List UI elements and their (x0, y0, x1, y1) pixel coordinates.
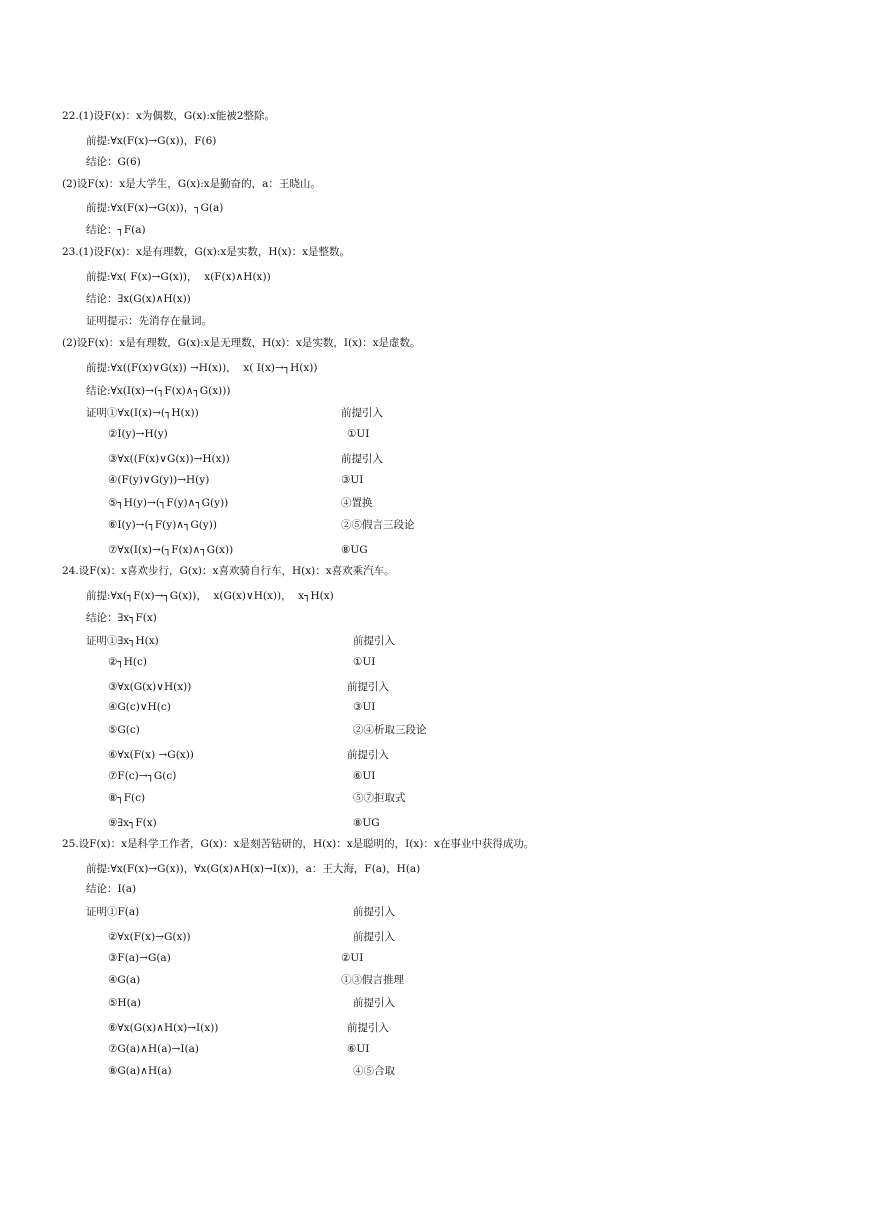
proof-rule: 前提引入 (353, 997, 395, 1009)
conclusion-line: 结论：I(a) (86, 883, 137, 895)
proof-step: ⑦∀x(I(x)→(┐F(x)∧┐G(x)) (108, 544, 234, 556)
proof-rule: 前提引入 (347, 1022, 389, 1034)
proof-rule: 前提引入 (341, 453, 383, 465)
proof-step: ⑦G(a)∧H(a)→I(a) (108, 1043, 199, 1055)
problem-23-2-heading: (2)设F(x)：x是有理数，G(x):x是无理数，H(x)：x是实数，I(x)：x是虚数。 (62, 337, 421, 349)
proof-step: 证明①F(a) (86, 906, 140, 918)
proof-rule: ⑧UG (341, 544, 368, 556)
proof-rule: ③UI (341, 474, 364, 486)
proof-step: ⑥I(y)→(┐F(y)∧┐G(y)) (108, 519, 217, 531)
premise-line: 前提:∀x((F(x)∨G(x)) →H(x))， x( I(x)→┐H(x)) (86, 362, 318, 374)
proof-rule: ①UI (347, 428, 370, 440)
problem-22-2-heading: (2)设F(x)：x是大学生，G(x):x是勤奋的，a：王晓山。 (62, 178, 321, 190)
proof-rule: ①③假言推理 (341, 974, 404, 986)
proof-step: ⑥∀x(G(x)∧H(x)→I(x)) (108, 1022, 219, 1034)
proof-step: ③F(a)→G(a) (108, 952, 171, 964)
proof-rule: 前提引入 (353, 635, 395, 647)
problem-23-heading: 23.(1)设F(x)：x是有理数，G(x):x是实数，H(x)：x是整数。 (62, 246, 351, 258)
conclusion-line: 结论：∃x┐F(x) (86, 612, 157, 624)
proof-step: ⑥∀x(F(x) →G(x)) (108, 749, 194, 761)
problem-25-heading: 25.设F(x)：x是科学工作者，G(x)：x是刻苦钻研的，H(x)：x是聪明的，I(x)：x在事业中获得成功。 (62, 838, 535, 850)
proof-step: ④G(a) (108, 974, 141, 986)
proof-step: ⑧G(a)∧H(a) (108, 1065, 172, 1077)
proof-rule: 前提引入 (341, 407, 383, 419)
proof-step: ②┐H(c) (108, 656, 147, 668)
proof-step: ③∀x((F(x)∨G(x))→H(x)) (108, 453, 230, 465)
proof-step: ⑨∃x┐F(x) (108, 817, 157, 829)
proof-rule: ①UI (353, 656, 376, 668)
proof-rule: ③UI (353, 701, 376, 713)
premise-line: 前提:∀x(F(x)→G(x))，┐G(a) (86, 202, 224, 214)
proof-step: ⑤G(c) (108, 724, 140, 736)
proof-step: ⑤H(a) (108, 997, 142, 1009)
premise-line: 前提:∀x( F(x)→G(x))， x(F(x)∧H(x)) (86, 271, 271, 283)
proof-step: ②∀x(F(x)→G(x)) (108, 931, 191, 943)
proof-rule: ⑥UI (353, 770, 376, 782)
proof-rule: 前提引入 (353, 931, 395, 943)
proof-rule: ②④析取三段论 (353, 724, 427, 736)
proof-step: 证明①∀x(I(x)→(┐H(x)) (86, 407, 199, 419)
proof-rule: 前提引入 (347, 749, 389, 761)
premise-line: 前提:∀x(F(x)→G(x))，∀x(G(x)∧H(x)→I(x))，a：王大海，F(a)，H(a) (86, 863, 421, 875)
proof-step: ②I(y)→H(y) (108, 428, 168, 440)
proof-rule: 前提引入 (347, 681, 389, 693)
proof-step: ⑧┐F(c) (108, 792, 146, 804)
conclusion-line: 结论：∃x(G(x)∧H(x)) (86, 293, 191, 305)
proof-rule: ⑤⑦拒取式 (353, 792, 406, 804)
proof-rule: 前提引入 (353, 906, 395, 918)
proof-rule: ④⑤合取 (353, 1065, 395, 1077)
proof-rule: ②⑤假言三段论 (341, 519, 415, 531)
proof-step: ④G(c)∨H(c) (108, 701, 171, 713)
proof-step: ⑦F(c)→┐G(c) (108, 770, 177, 782)
proof-step: ④(F(y)∨G(y))→H(y) (108, 474, 210, 486)
proof-step: ③∀x(G(x)∨H(x)) (108, 681, 192, 693)
proof-rule: ④置换 (341, 497, 373, 509)
premise-line: 前提:∀x(F(x)→G(x))，F(6) (86, 135, 217, 147)
proof-step: ⑤┐H(y)→(┐F(y)∧┐G(y)) (108, 497, 229, 509)
problem-22-heading: 22.(1)设F(x)：x为偶数，G(x):x能被2整除。 (62, 110, 276, 122)
proof-rule: ⑧UG (353, 817, 380, 829)
proof-hint-line: 证明提示：先消存在量词。 (86, 315, 212, 327)
conclusion-line: 结论：┐F(a) (86, 224, 146, 236)
proof-step: 证明①∃x┐H(x) (86, 635, 159, 647)
problem-24-heading: 24.设F(x)：x喜欢步行，G(x)：x喜欢骑自行车，H(x)：x喜欢乘汽车。 (62, 565, 395, 577)
proof-rule: ②UI (341, 952, 364, 964)
proof-rule: ⑥UI (347, 1043, 370, 1055)
conclusion-line: 结论:∀x(I(x)→(┐F(x)∧┐G(x))) (86, 385, 231, 397)
premise-line: 前提:∀x(┐F(x)→┐G(x))， x(G(x)∨H(x))， x┐H(x) (86, 590, 334, 602)
conclusion-line: 结论：G(6) (86, 156, 141, 168)
